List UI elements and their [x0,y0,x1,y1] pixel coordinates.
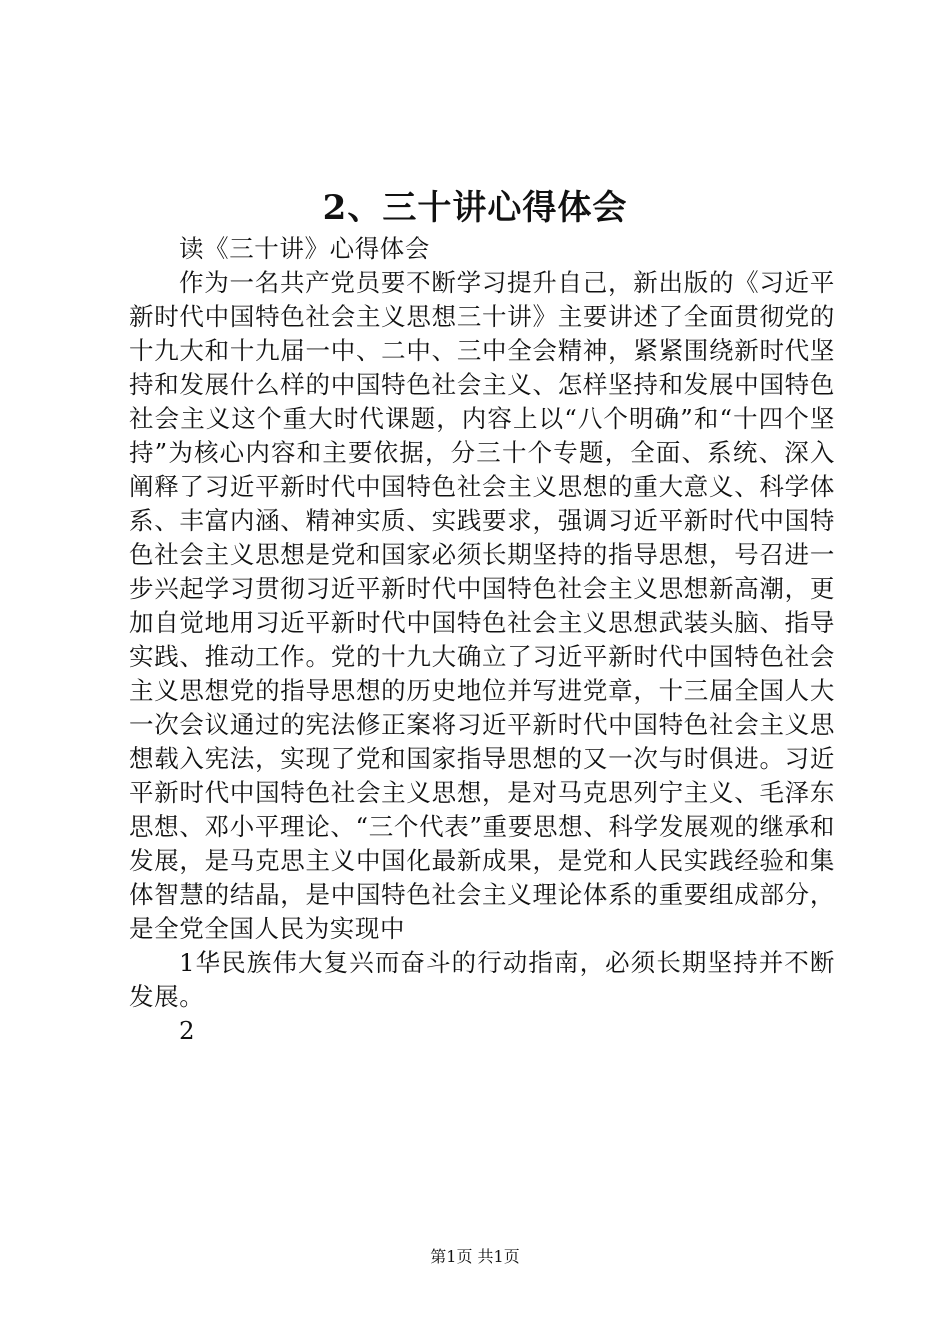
page-footer: 第1页 共1页 [430,1247,520,1266]
paragraph-number: 2 [179,1016,196,1045]
paragraph-subtitle: 读《三十讲》心得体会 [179,234,430,263]
document-body [129,232,835,1048]
paragraph-main: 作为一名共产党员要不断学习提升自己，新出版的《习近平新时代中国特色社会主义思想三十讲》主要讲述了全面贯彻党的十九大和十九届一中、二中、三中全会精神，紧紧围绕新时代坚持和发展什么样的中国特色社会主义、怎样坚持和发展中国特色社会主义这个重大时代课题，内容上以“八个明确”和“十四个坚持”为核心内容和主要依据，分三十个专题，全面、系统、深入阐释了习近平新时代中国特色社会主义思想的重大意义、科学体系、丰富内涵、精神实质、实践要求，强调习近平新时代中国特色社会主义思想是党和国家必须长期坚持的指导思想，号召进一步兴起学习贯彻习近平新时代中国特色社会主义思想新高潮，更加自觉地用习近平新时代中国特色社会主义思想武装头脑、指导实践、推动工作。党的十九大确立了习近平新时代中国特色社会主义思想党的指导思想的历史地位并写进党章，十三届全国人大一次会议通过的宪法修正案将习近平新时代中国特色社会主义思想载入宪法，实现了党和国家指导思想的又一次与时俱进。习近平新时代中国特色社会主义思想，是对马克思列宁主义、毛泽东思想、邓小平理论、“三个代表”重要思想、科学发展观的继承和发展，是马克思主义中国化最新成果，是党和人民实践经验和集体智慧的结晶，是中国特色社会主义理论体系的重要组成部分，是全党全国人民为实现中 [129,268,835,943]
paragraph-continuation: 1华民族伟大复兴而奋斗的行动指南，必须长期坚持并不断发展。 [129,948,835,1011]
document-title: 2、三十讲心得体会 [322,188,628,228]
